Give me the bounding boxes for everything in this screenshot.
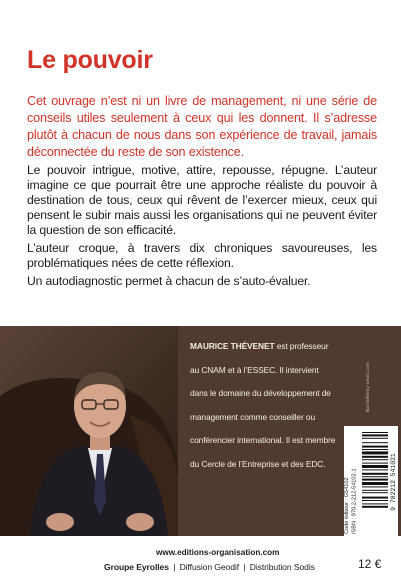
barcode-bar	[362, 486, 388, 487]
book-title: Le pouvoir	[27, 46, 153, 74]
isbn-number: ISBN : 978-2-212-54102-1	[351, 468, 358, 534]
photo-credit: Barthélemy-seuil.com	[366, 362, 371, 413]
intro-paragraph: Cet ouvrage n’est ni un livre de management, ni une série de conseils utiles seulement à ceux qui les donnent. Il s’adresse plutôt à chacun de nous dans son expérience de travail, jamais déconnectée du reste de son existence.	[27, 94, 377, 159]
barcode-bar	[362, 449, 388, 450]
barcode-bar	[362, 500, 388, 501]
barcode	[362, 430, 396, 534]
barcode-bar	[362, 479, 388, 481]
barcode-bar	[362, 451, 388, 454]
author-photo	[0, 326, 178, 536]
barcode-bar	[362, 442, 388, 443]
barcode-bar	[362, 434, 388, 436]
barcode-bar	[362, 482, 388, 485]
publisher-diffusion: Diffusion Geodif	[179, 562, 240, 572]
publisher-website[interactable]: www.editions-organisation.com	[156, 548, 280, 557]
barcode-bar	[362, 506, 388, 508]
separator: |	[173, 562, 176, 572]
barcode-bar	[362, 438, 388, 439]
barcode-bar	[362, 463, 388, 464]
barcode-bar	[362, 446, 388, 448]
author-name: MAURICE THÉVENET	[190, 341, 275, 351]
author-portrait-illustration	[0, 326, 178, 536]
barcode-bar	[362, 503, 388, 504]
barcode-bar	[362, 490, 388, 491]
publisher-group: Groupe Eyrolles	[104, 562, 169, 572]
barcode-bar	[362, 476, 388, 477]
description-paragraph-1: Le pouvoir intrigue, motive, attire, repousse, répugne. L’auteur imagine ce que pourrait être une approche réaliste du pouvoir à destination de tous, ceux qui rêvent de l’exercer mieux, ceux qui pensent le subir mais aussi les organisations qui ne peuvent éviter la question de son efficacité.	[27, 163, 377, 237]
separator: |	[243, 562, 246, 572]
code-editeur: Code éditeur : G54102	[344, 477, 350, 534]
author-bio-text: est professeur au CNAM et à l’ESSEC. Il intervient dans le domaine du développement de management comme conseiller ou conférencier international. Il est membre du Cercle de l’Entreprise et des EDC.	[190, 341, 336, 469]
price: 12 €	[358, 557, 382, 571]
barcode-bar	[362, 432, 388, 433]
barcode-digits: 9 782212 541021	[390, 453, 397, 511]
publisher-line	[104, 562, 315, 572]
description	[27, 163, 377, 292]
description-paragraph-3: Un autodiagnostic permet à chacun de s’auto-évaluer.	[27, 274, 311, 288]
barcode-bar	[362, 459, 388, 460]
barcode-bar	[362, 492, 388, 493]
barcode-bar	[362, 469, 388, 470]
author-bio	[190, 335, 338, 476]
description-paragraph-2: L’auteur croque, à travers dix chroniques savoureuses, les problématiques nées de cette réflexion.	[27, 241, 377, 270]
barcode-bar	[362, 497, 388, 499]
publisher-distribution: Distribution Sodis	[249, 562, 315, 572]
isbn-block	[344, 428, 364, 534]
barcode-bar	[362, 473, 388, 475]
barcode-bar	[362, 456, 388, 458]
barcode-bar	[362, 465, 388, 468]
